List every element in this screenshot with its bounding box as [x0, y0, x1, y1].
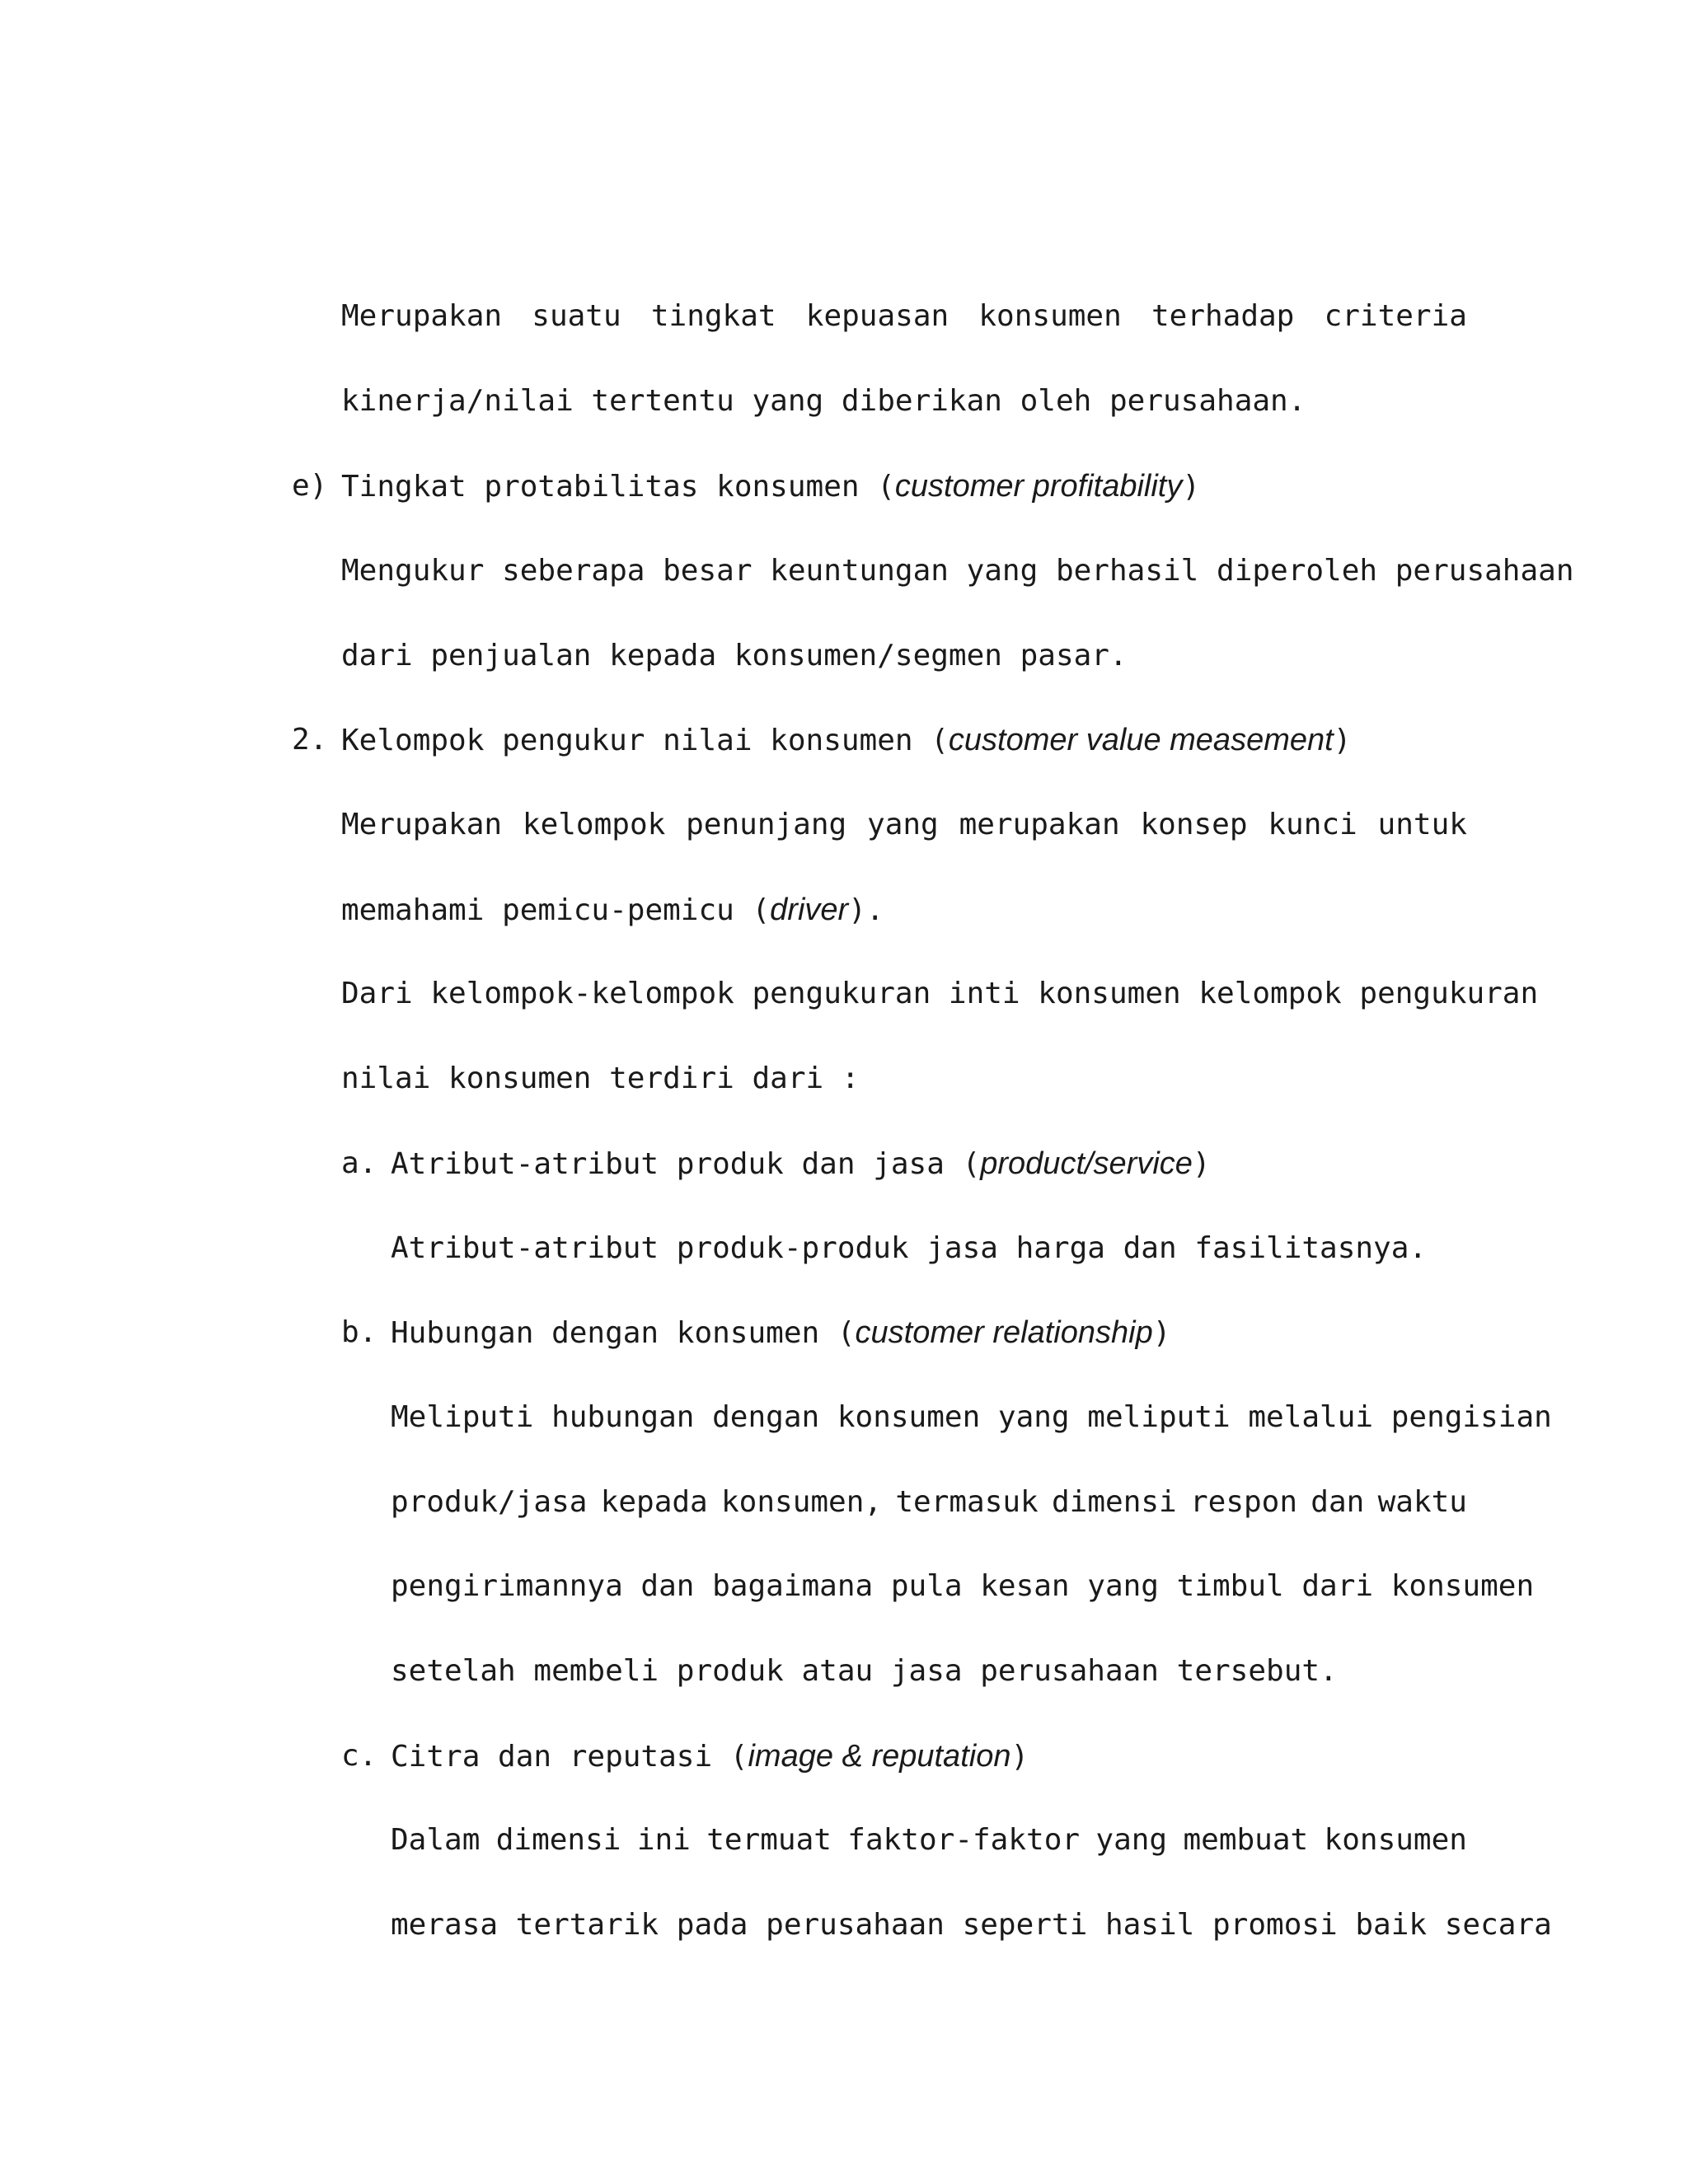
english-term: image & reputation [748, 1739, 1011, 1774]
list-item-heading-b [391, 1313, 1170, 1353]
list-marker-c: c. [341, 1739, 377, 1773]
word: konsep [1140, 808, 1248, 841]
paragraph-line: merasa tertarik pada perusahaan seperti hasil promosi baik secara [391, 1908, 1552, 1942]
list-marker-2: 2. [292, 723, 328, 757]
heading-text: Citra dan reputasi ( [391, 1740, 748, 1774]
english-term: customer value measement [948, 723, 1334, 757]
paragraph-line: Meliputi hubungan dengan konsumen yang meliputi melalui pengisian [391, 1400, 1552, 1434]
closing-paren: ) [1333, 724, 1352, 757]
closing-paren: ) [1152, 1316, 1171, 1350]
closing-paren: ) [1010, 1740, 1029, 1774]
list-item-heading-e [341, 466, 1200, 507]
list-marker-a: a. [341, 1146, 377, 1180]
heading-text: Tingkat protabilitas konsumen ( [341, 470, 895, 504]
english-term: product/service [980, 1146, 1193, 1181]
word: yang [1095, 1823, 1168, 1857]
word: Merupakan [341, 808, 503, 841]
word: suatu [532, 299, 621, 333]
word: konsumen, [721, 1485, 883, 1519]
closing-paren: ) [1192, 1147, 1211, 1181]
word: respon [1189, 1485, 1298, 1519]
word: kepuasan [805, 299, 950, 333]
closing-paren: ). [848, 893, 884, 927]
line-text: memahami pemicu-pemicu ( [341, 893, 771, 927]
word: kelompok [522, 808, 666, 841]
paragraph-line-justified [341, 297, 1467, 336]
paragraph-line [341, 890, 884, 930]
word: terhadap [1151, 299, 1295, 333]
word: merupakan [959, 808, 1120, 841]
closing-paren: ) [1182, 470, 1201, 504]
word: dimensi [495, 1823, 621, 1857]
paragraph-line: Dari kelompok-kelompok pengukuran inti konsumen kelompok pengukuran [341, 977, 1539, 1010]
word: faktor-faktor [847, 1823, 1081, 1857]
paragraph-line-justified [391, 1821, 1467, 1860]
paragraph-line: dari penjualan kepada konsumen/segmen pasar. [341, 639, 1128, 673]
paragraph-line: kinerja/nilai tertentu yang diberikan oleh perusahaan. [341, 384, 1306, 418]
paragraph-line-justified [391, 1483, 1467, 1522]
paragraph-line: Mengukur seberapa besar keuntungan yang berhasil diperoleh perusahaan [341, 554, 1574, 588]
word: konsumen [1324, 1823, 1467, 1857]
word: produk/jasa [391, 1485, 588, 1519]
word: Merupakan [341, 299, 503, 333]
english-term: customer relationship [855, 1315, 1153, 1350]
word: dimensi [1052, 1485, 1177, 1519]
word: kepada [600, 1485, 708, 1519]
paragraph-line: nilai konsumen terdiri dari : [341, 1062, 860, 1095]
word: kunci [1268, 808, 1357, 841]
heading-text: Hubungan dengan konsumen ( [391, 1316, 856, 1350]
english-term: customer profitability [894, 469, 1183, 504]
word: membuat [1183, 1823, 1309, 1857]
word: penunjang [686, 808, 847, 841]
word: criteria [1324, 299, 1467, 333]
heading-text: Kelompok pengukur nilai konsumen ( [341, 724, 949, 757]
paragraph-line-justified [341, 805, 1467, 845]
word: dan [1311, 1485, 1365, 1519]
list-item-heading-2 [341, 720, 1351, 761]
word: termasuk [895, 1485, 1039, 1519]
list-marker-e: e) [292, 469, 328, 503]
paragraph-line: setelah membeli produk atau jasa perusahaan tersebut. [391, 1654, 1338, 1688]
paragraph-line: pengirimannya dan bagaimana pula kesan yang timbul dari konsumen [391, 1569, 1535, 1603]
list-item-heading-a [391, 1144, 1211, 1184]
heading-text: Atribut-atribut produk dan jasa ( [391, 1147, 981, 1181]
english-term: driver [770, 893, 849, 927]
word: untuk [1377, 808, 1467, 841]
word: tingkat [650, 299, 776, 333]
word: konsumen [978, 299, 1122, 333]
paragraph-line: Atribut-atribut produk-produk jasa harga dan fasilitasnya. [391, 1231, 1428, 1265]
list-marker-b: b. [341, 1315, 377, 1349]
word: waktu [1377, 1485, 1467, 1519]
list-item-heading-c [391, 1736, 1029, 1777]
word: ini [636, 1823, 691, 1857]
word: yang [867, 808, 939, 841]
word: termuat [706, 1823, 832, 1857]
word: Dalam [391, 1823, 481, 1857]
